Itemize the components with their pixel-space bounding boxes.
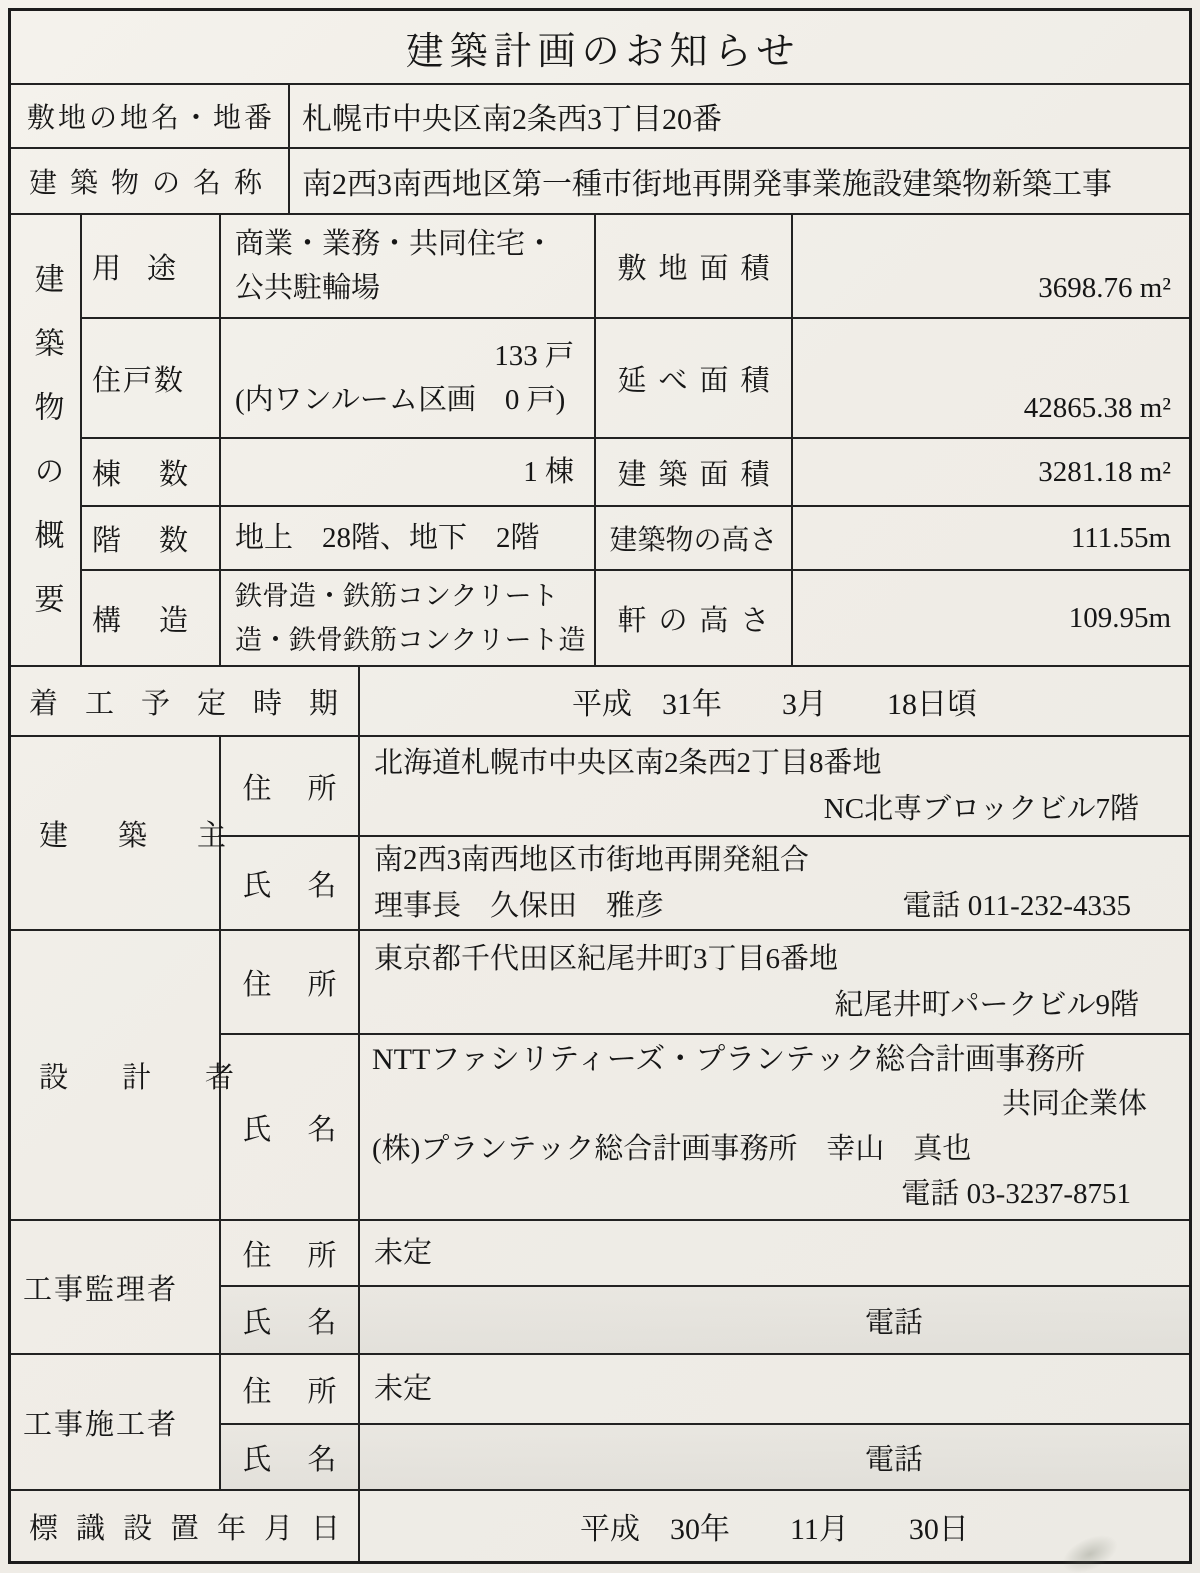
building-area-value: 3281.18 m² xyxy=(1038,455,1171,488)
designer-address-line1: 東京都千代田区紀尾井町3丁目6番地 xyxy=(374,943,839,975)
owner-section xyxy=(11,737,1189,931)
overview-section-label: 建築物の概要 xyxy=(11,215,82,665)
building-count-value-cell xyxy=(221,439,596,505)
contractor-section-label: 工事施工者 xyxy=(11,1355,221,1489)
owner-address-line1: 北海道札幌市中央区南2条西2丁目8番地 xyxy=(374,747,882,779)
structure-value-cell xyxy=(221,571,596,665)
title-row xyxy=(11,11,1189,85)
building-area-label: 建築面積 xyxy=(596,439,793,505)
site-address-row xyxy=(11,85,1189,149)
supervisor-address-label: 住所 xyxy=(221,1221,360,1285)
floor-count-row xyxy=(82,507,1189,571)
designer-name-line2: 共同企業体 xyxy=(1001,1088,1147,1120)
building-name-value: 南2西3南西地区第一種市街地再開発事業施設建築物新築工事 xyxy=(302,168,1112,201)
unit-count-note: (内ワンルーム区画 0 戸) xyxy=(235,384,566,416)
designer-phone: 電話 03-3237-8751 xyxy=(901,1178,1131,1210)
total-floor-area-label: 延べ面積 xyxy=(596,319,793,437)
supervisor-name-label: 氏名 xyxy=(221,1287,360,1353)
contractor-address-label: 住所 xyxy=(221,1355,360,1423)
supervisor-section xyxy=(11,1221,1189,1355)
contractor-section xyxy=(11,1355,1189,1491)
structure-label: 構造 xyxy=(82,571,221,665)
construction-start-label: 着工予定時期 xyxy=(11,667,360,735)
contractor-name-value-cell xyxy=(360,1425,1189,1489)
usage-line2: 公共駐輪場 xyxy=(235,272,381,304)
unit-count-label: 住戸数 xyxy=(82,319,221,437)
contractor-name-label: 氏名 xyxy=(221,1425,360,1489)
owner-name-row xyxy=(221,837,1189,929)
floor-count-label: 階数 xyxy=(82,507,221,569)
designer-rows xyxy=(221,931,1189,1219)
total-floor-area-cell xyxy=(793,319,1189,437)
sign-date-label: 標識設置年月日 xyxy=(11,1491,360,1561)
building-height-label: 建築物の高さ xyxy=(596,507,793,569)
designer-name-label: 氏名 xyxy=(221,1035,360,1219)
contractor-rows xyxy=(221,1355,1189,1489)
overview-rows xyxy=(82,215,1189,665)
supervisor-name-row xyxy=(221,1287,1189,1353)
unit-count-value xyxy=(221,319,596,437)
eaves-height-cell xyxy=(793,571,1189,665)
supervisor-rows xyxy=(221,1221,1189,1353)
site-address-value: 札幌市中央区南2条西3丁目20番 xyxy=(302,103,722,136)
designer-name-line3: (株)プランテック総合計画事務所 幸山 真也 xyxy=(372,1133,972,1165)
total-floor-area-value: 42865.38 m² xyxy=(1023,392,1171,424)
building-height-cell xyxy=(793,507,1189,569)
usage-line1: 商業・業務・共同住宅・ xyxy=(235,228,555,260)
designer-address-label: 住所 xyxy=(221,931,360,1033)
contractor-address-value: 未定 xyxy=(374,1373,433,1405)
building-name-label: 建築物の名称 xyxy=(11,149,290,213)
site-area-label: 敷地面積 xyxy=(596,215,793,317)
building-name-row xyxy=(11,149,1189,215)
page-title: 建築計画のお知らせ xyxy=(405,30,801,73)
usage-row xyxy=(82,215,1189,319)
supervisor-address-value-cell xyxy=(360,1221,1189,1285)
structure-row xyxy=(82,571,1189,665)
supervisor-section-label: 工事監理者 xyxy=(11,1221,221,1353)
owner-rows xyxy=(221,737,1189,929)
floor-count-value: 地上 28階、地下 2階 xyxy=(235,522,540,554)
notice-board-table xyxy=(8,8,1192,1564)
owner-address-label: 住所 xyxy=(221,737,360,835)
owner-name-label: 氏名 xyxy=(221,837,360,929)
designer-address-value xyxy=(360,931,1189,1033)
contractor-address-value-cell xyxy=(360,1355,1189,1423)
usage-value xyxy=(221,215,596,317)
usage-label: 用途 xyxy=(82,215,221,317)
building-height-value: 111.55m xyxy=(1070,521,1171,554)
owner-section-label: 建築主 xyxy=(11,737,221,929)
sign-date-value: 平成 30年 11月 30日 xyxy=(580,1513,969,1546)
floor-count-value-cell xyxy=(221,507,596,569)
sign-date-row xyxy=(11,1491,1189,1561)
site-area-value: 3698.76 m² xyxy=(1038,272,1171,304)
unit-count-number: 133 戸 xyxy=(494,340,574,372)
eaves-height-value: 109.95m xyxy=(1068,601,1171,634)
supervisor-address-row xyxy=(221,1221,1189,1287)
building-count-label: 棟数 xyxy=(82,439,221,505)
designer-address-line2: 紀尾井町パークビル9階 xyxy=(834,989,1139,1021)
designer-name-row xyxy=(221,1035,1189,1219)
contractor-address-row xyxy=(221,1355,1189,1425)
supervisor-phone-label: 電話 xyxy=(865,1306,924,1339)
site-area-cell xyxy=(793,215,1189,317)
building-count-value: 1 棟 xyxy=(523,456,574,488)
building-count-row xyxy=(82,439,1189,507)
construction-start-row xyxy=(11,667,1189,737)
supervisor-name-value-cell xyxy=(360,1287,1189,1353)
site-address-label: 敷地の地名・地番 xyxy=(11,85,290,147)
designer-name-line1: NTTファシリティーズ・プランテック総合計画事務所 xyxy=(372,1043,1086,1076)
owner-name-value xyxy=(360,837,1189,929)
owner-address-row xyxy=(221,737,1189,837)
building-area-cell xyxy=(793,439,1189,505)
owner-address-value xyxy=(360,737,1189,835)
contractor-phone-label: 電話 xyxy=(865,1443,924,1476)
designer-name-value xyxy=(360,1035,1189,1219)
designer-section xyxy=(11,931,1189,1221)
supervisor-address-value: 未定 xyxy=(374,1237,433,1269)
designer-address-row xyxy=(221,931,1189,1035)
owner-address-line2: NC北専ブロックビル7階 xyxy=(823,793,1139,825)
structure-line2: 造・鉄骨鉄筋コンクリート造 xyxy=(235,625,586,655)
designer-section-label: 設計者 xyxy=(11,931,221,1219)
structure-line1: 鉄骨造・鉄筋コンクリート xyxy=(235,581,559,611)
building-overview-section xyxy=(11,215,1189,667)
contractor-name-row xyxy=(221,1425,1189,1489)
owner-name-line2 xyxy=(360,883,1189,929)
eaves-height-label: 軒の高さ xyxy=(596,571,793,665)
construction-start-value: 平成 31年 3月 18日頃 xyxy=(572,688,977,721)
owner-name-line1: 南2西3南西地区市街地再開発組合 xyxy=(374,844,810,876)
owner-phone: 電話 011-232-4335 xyxy=(902,890,1131,922)
owner-representative: 理事長 久保田 雅彦 xyxy=(374,890,665,922)
unit-count-row xyxy=(82,319,1189,439)
